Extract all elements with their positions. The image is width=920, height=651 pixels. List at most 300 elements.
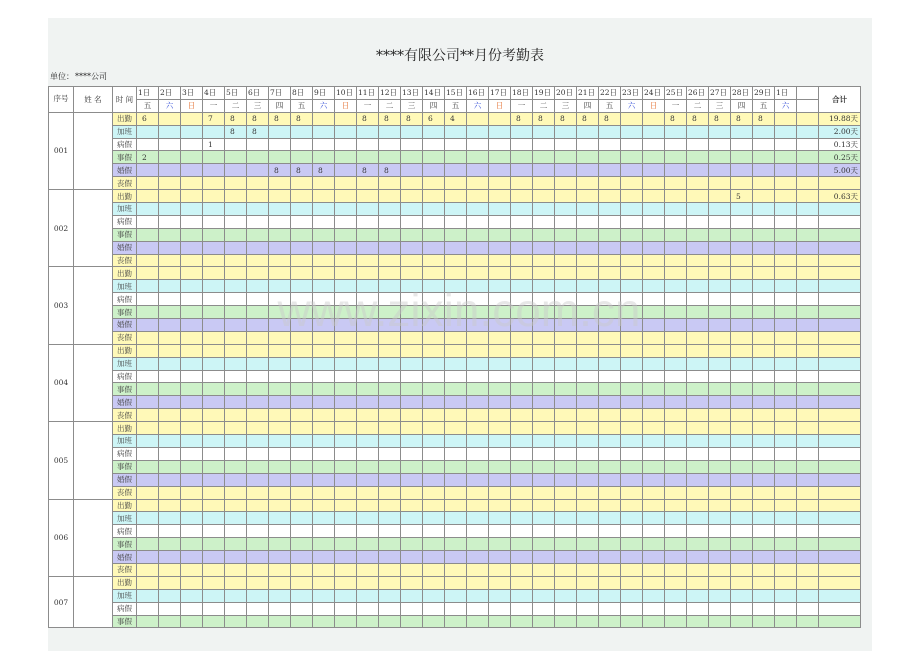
row-total bbox=[819, 460, 861, 473]
header-weekday: 一 bbox=[203, 99, 225, 112]
day-cell bbox=[225, 409, 247, 422]
day-cell bbox=[731, 525, 753, 538]
day-cell bbox=[467, 254, 489, 267]
category-label: 病假 bbox=[113, 370, 137, 383]
table-row bbox=[49, 254, 861, 267]
day-cell bbox=[445, 473, 467, 486]
day-cell bbox=[731, 409, 753, 422]
day-cell bbox=[269, 344, 291, 357]
day-cell bbox=[291, 293, 313, 306]
row-total bbox=[819, 486, 861, 499]
row-total bbox=[819, 293, 861, 306]
day-cell bbox=[313, 125, 335, 138]
header-day: 7日 bbox=[269, 87, 291, 100]
day-cell bbox=[599, 254, 621, 267]
day-cell bbox=[137, 512, 159, 525]
day-cell bbox=[489, 151, 511, 164]
header-day: 13日 bbox=[401, 87, 423, 100]
day-cell bbox=[401, 383, 423, 396]
day-cell bbox=[137, 125, 159, 138]
day-cell bbox=[467, 241, 489, 254]
day-cell bbox=[137, 306, 159, 319]
day-cell bbox=[335, 589, 357, 602]
day-cell bbox=[687, 538, 709, 551]
day-cell bbox=[775, 190, 797, 203]
day-cell bbox=[555, 447, 577, 460]
day-cell bbox=[401, 589, 423, 602]
day-cell bbox=[159, 215, 181, 228]
day-cell bbox=[357, 319, 379, 332]
day-cell bbox=[489, 331, 511, 344]
day-cell bbox=[489, 138, 511, 151]
table-row bbox=[49, 615, 861, 628]
day-cell bbox=[643, 525, 665, 538]
day-cell bbox=[643, 383, 665, 396]
day-cell bbox=[775, 228, 797, 241]
day-cell bbox=[445, 409, 467, 422]
header-day: 1日 bbox=[137, 87, 159, 100]
day-cell bbox=[511, 357, 533, 370]
header-day: 2日 bbox=[159, 87, 181, 100]
day-cell bbox=[643, 254, 665, 267]
header-seq: 序号 bbox=[49, 87, 74, 113]
day-cell bbox=[357, 293, 379, 306]
day-cell bbox=[753, 125, 775, 138]
day-cell bbox=[577, 241, 599, 254]
day-cell bbox=[577, 383, 599, 396]
header-day: 20日 bbox=[555, 87, 577, 100]
day-cell bbox=[753, 203, 775, 216]
day-cell bbox=[401, 602, 423, 615]
day-cell bbox=[247, 422, 269, 435]
day-cell bbox=[599, 563, 621, 576]
day-cell bbox=[181, 499, 203, 512]
day-cell bbox=[137, 409, 159, 422]
day-cell bbox=[599, 525, 621, 538]
day-cell bbox=[511, 486, 533, 499]
day-cell bbox=[709, 615, 731, 628]
day-cell bbox=[423, 177, 445, 190]
row-total bbox=[819, 203, 861, 216]
day-cell bbox=[467, 486, 489, 499]
header-weekday: 五 bbox=[753, 99, 775, 112]
day-cell bbox=[511, 228, 533, 241]
header-weekday: 一 bbox=[511, 99, 533, 112]
day-cell bbox=[577, 370, 599, 383]
day-cell bbox=[247, 460, 269, 473]
day-cell bbox=[511, 125, 533, 138]
day-cell bbox=[665, 241, 687, 254]
day-cell bbox=[665, 486, 687, 499]
table-row bbox=[49, 563, 861, 576]
day-cell bbox=[137, 177, 159, 190]
day-cell bbox=[467, 370, 489, 383]
day-cell bbox=[489, 589, 511, 602]
day-cell bbox=[511, 525, 533, 538]
day-cell bbox=[423, 293, 445, 306]
day-cell bbox=[511, 151, 533, 164]
day-cell bbox=[357, 435, 379, 448]
day-cell bbox=[291, 331, 313, 344]
header-weekday: 五 bbox=[137, 99, 159, 112]
day-cell bbox=[753, 383, 775, 396]
table-row bbox=[49, 190, 861, 203]
day-cell bbox=[335, 151, 357, 164]
day-cell bbox=[577, 576, 599, 589]
day-cell bbox=[555, 254, 577, 267]
day-cell bbox=[687, 460, 709, 473]
day-cell bbox=[775, 177, 797, 190]
day-cell: 2 bbox=[137, 151, 159, 164]
day-cell bbox=[621, 512, 643, 525]
day-cell bbox=[577, 228, 599, 241]
day-cell bbox=[489, 254, 511, 267]
day-cell bbox=[291, 254, 313, 267]
day-cell bbox=[225, 357, 247, 370]
day-cell bbox=[159, 512, 181, 525]
day-cell bbox=[511, 499, 533, 512]
day-cell bbox=[423, 319, 445, 332]
day-cell bbox=[423, 473, 445, 486]
day-cell bbox=[379, 460, 401, 473]
category-label: 婚假 bbox=[113, 241, 137, 254]
day-cell bbox=[313, 112, 335, 125]
day-cell bbox=[445, 344, 467, 357]
employee-id: 007 bbox=[49, 576, 74, 628]
employee-name bbox=[74, 576, 113, 628]
day-cell bbox=[291, 203, 313, 216]
day-cell bbox=[511, 396, 533, 409]
day-cell bbox=[423, 538, 445, 551]
day-cell bbox=[533, 280, 555, 293]
day-cell bbox=[357, 447, 379, 460]
day-cell bbox=[445, 177, 467, 190]
day-cell bbox=[247, 499, 269, 512]
day-cell bbox=[181, 306, 203, 319]
day-cell bbox=[665, 331, 687, 344]
day-cell bbox=[489, 422, 511, 435]
day-cell bbox=[621, 319, 643, 332]
day-cell bbox=[709, 499, 731, 512]
day-cell bbox=[269, 589, 291, 602]
day-cell bbox=[599, 190, 621, 203]
day-cell bbox=[687, 383, 709, 396]
day-cell bbox=[181, 164, 203, 177]
day-cell bbox=[181, 447, 203, 460]
sheet-title: ****有限公司**月份考勤表 bbox=[376, 48, 544, 64]
day-cell bbox=[621, 447, 643, 460]
day-cell bbox=[137, 331, 159, 344]
table-row bbox=[49, 460, 861, 473]
day-cell bbox=[797, 228, 819, 241]
day-cell bbox=[775, 602, 797, 615]
day-cell bbox=[775, 203, 797, 216]
day-cell bbox=[379, 422, 401, 435]
day-cell bbox=[335, 435, 357, 448]
day-cell bbox=[511, 215, 533, 228]
day-cell bbox=[709, 551, 731, 564]
day-cell bbox=[379, 563, 401, 576]
day-cell bbox=[731, 383, 753, 396]
day-cell bbox=[181, 615, 203, 628]
day-cell bbox=[775, 254, 797, 267]
day-cell bbox=[181, 551, 203, 564]
day-cell: 8 bbox=[225, 112, 247, 125]
day-cell bbox=[643, 447, 665, 460]
day-cell bbox=[511, 383, 533, 396]
day-cell bbox=[335, 447, 357, 460]
day-cell bbox=[643, 499, 665, 512]
day-cell bbox=[401, 409, 423, 422]
header-weekday: 五 bbox=[445, 99, 467, 112]
day-cell bbox=[687, 215, 709, 228]
table-row bbox=[49, 447, 861, 460]
day-cell bbox=[775, 125, 797, 138]
day-cell bbox=[797, 563, 819, 576]
day-cell bbox=[379, 306, 401, 319]
day-cell bbox=[511, 551, 533, 564]
day-cell bbox=[269, 357, 291, 370]
day-cell bbox=[137, 396, 159, 409]
day-cell bbox=[203, 215, 225, 228]
day-cell bbox=[445, 576, 467, 589]
day-cell bbox=[489, 486, 511, 499]
day-cell bbox=[445, 203, 467, 216]
day-cell bbox=[401, 228, 423, 241]
day-cell bbox=[291, 280, 313, 293]
day-cell bbox=[225, 306, 247, 319]
day-cell bbox=[643, 164, 665, 177]
day-cell bbox=[577, 190, 599, 203]
day-cell bbox=[533, 538, 555, 551]
day-cell bbox=[159, 576, 181, 589]
day-cell bbox=[621, 280, 643, 293]
day-cell bbox=[467, 551, 489, 564]
day-cell bbox=[687, 499, 709, 512]
day-cell bbox=[181, 151, 203, 164]
day-cell bbox=[467, 383, 489, 396]
table-row bbox=[49, 344, 861, 357]
day-cell bbox=[313, 383, 335, 396]
day-cell bbox=[709, 319, 731, 332]
day-cell bbox=[621, 460, 643, 473]
day-cell bbox=[269, 306, 291, 319]
day-cell bbox=[313, 306, 335, 319]
day-cell bbox=[555, 177, 577, 190]
day-cell bbox=[621, 357, 643, 370]
day-cell bbox=[643, 344, 665, 357]
day-cell bbox=[731, 370, 753, 383]
day-cell bbox=[159, 409, 181, 422]
day-cell bbox=[357, 125, 379, 138]
day-cell bbox=[797, 435, 819, 448]
day-cell bbox=[599, 215, 621, 228]
day-cell bbox=[577, 203, 599, 216]
category-label: 出勤 bbox=[113, 344, 137, 357]
day-cell bbox=[687, 512, 709, 525]
day-cell bbox=[533, 254, 555, 267]
day-cell bbox=[621, 112, 643, 125]
table-row bbox=[49, 319, 861, 332]
day-cell bbox=[357, 254, 379, 267]
day-cell bbox=[423, 280, 445, 293]
day-cell bbox=[225, 460, 247, 473]
category-label: 婚假 bbox=[113, 551, 137, 564]
day-cell bbox=[731, 241, 753, 254]
day-cell bbox=[511, 190, 533, 203]
header-weekday: 二 bbox=[687, 99, 709, 112]
category-label: 加班 bbox=[113, 589, 137, 602]
day-cell bbox=[709, 138, 731, 151]
day-cell bbox=[621, 589, 643, 602]
row-total bbox=[819, 319, 861, 332]
day-cell bbox=[643, 319, 665, 332]
day-cell bbox=[665, 151, 687, 164]
header-day: 11日 bbox=[357, 87, 379, 100]
day-cell bbox=[577, 563, 599, 576]
day-cell bbox=[137, 563, 159, 576]
day-cell bbox=[511, 473, 533, 486]
day-cell bbox=[401, 551, 423, 564]
day-cell bbox=[203, 306, 225, 319]
day-cell: 8 bbox=[291, 164, 313, 177]
day-cell bbox=[423, 512, 445, 525]
day-cell bbox=[753, 177, 775, 190]
day-cell bbox=[797, 112, 819, 125]
day-cell bbox=[599, 538, 621, 551]
day-cell bbox=[599, 409, 621, 422]
day-cell bbox=[621, 190, 643, 203]
table-row bbox=[49, 215, 861, 228]
day-cell bbox=[797, 396, 819, 409]
header-day: 3日 bbox=[181, 87, 203, 100]
day-cell bbox=[709, 151, 731, 164]
day-cell bbox=[159, 447, 181, 460]
day-cell bbox=[577, 306, 599, 319]
day-cell bbox=[621, 138, 643, 151]
day-cell bbox=[269, 576, 291, 589]
day-cell bbox=[423, 254, 445, 267]
day-cell bbox=[357, 331, 379, 344]
day-cell bbox=[753, 164, 775, 177]
day-cell bbox=[137, 203, 159, 216]
day-cell bbox=[137, 602, 159, 615]
day-cell bbox=[665, 293, 687, 306]
table-row bbox=[49, 151, 861, 164]
day-cell bbox=[731, 125, 753, 138]
day-cell bbox=[621, 254, 643, 267]
day-cell bbox=[313, 319, 335, 332]
day-cell bbox=[137, 589, 159, 602]
day-cell bbox=[291, 370, 313, 383]
day-cell bbox=[533, 409, 555, 422]
day-cell bbox=[181, 512, 203, 525]
day-cell bbox=[665, 396, 687, 409]
category-label: 病假 bbox=[113, 447, 137, 460]
day-cell bbox=[467, 538, 489, 551]
day-cell bbox=[533, 576, 555, 589]
day-cell bbox=[225, 435, 247, 448]
day-cell bbox=[489, 112, 511, 125]
employee-name bbox=[74, 499, 113, 576]
day-cell bbox=[599, 344, 621, 357]
day-cell bbox=[753, 319, 775, 332]
day-cell bbox=[643, 370, 665, 383]
day-cell bbox=[203, 241, 225, 254]
day-cell bbox=[577, 396, 599, 409]
day-cell bbox=[665, 576, 687, 589]
day-cell bbox=[247, 370, 269, 383]
day-cell bbox=[665, 344, 687, 357]
day-cell bbox=[335, 473, 357, 486]
day-cell bbox=[401, 138, 423, 151]
category-label: 出勤 bbox=[113, 422, 137, 435]
day-cell bbox=[159, 293, 181, 306]
day-cell bbox=[467, 125, 489, 138]
day-cell bbox=[643, 409, 665, 422]
day-cell bbox=[775, 551, 797, 564]
day-cell bbox=[577, 151, 599, 164]
day-cell bbox=[181, 293, 203, 306]
day-cell bbox=[665, 615, 687, 628]
day-cell bbox=[159, 615, 181, 628]
table-row bbox=[49, 112, 861, 125]
day-cell bbox=[709, 525, 731, 538]
day-cell bbox=[335, 551, 357, 564]
day-cell bbox=[181, 422, 203, 435]
day-cell bbox=[203, 357, 225, 370]
day-cell bbox=[137, 370, 159, 383]
row-total bbox=[819, 576, 861, 589]
day-cell bbox=[445, 460, 467, 473]
day-cell bbox=[797, 538, 819, 551]
day-cell bbox=[467, 344, 489, 357]
day-cell bbox=[225, 228, 247, 241]
header-weekday: 三 bbox=[401, 99, 423, 112]
day-cell bbox=[511, 602, 533, 615]
table-row bbox=[49, 138, 861, 151]
day-cell bbox=[709, 383, 731, 396]
day-cell bbox=[357, 409, 379, 422]
row-total: 5.00天 bbox=[819, 164, 861, 177]
day-cell bbox=[357, 357, 379, 370]
day-cell bbox=[181, 267, 203, 280]
day-cell: 8 bbox=[379, 164, 401, 177]
day-cell bbox=[247, 254, 269, 267]
day-cell bbox=[577, 215, 599, 228]
day-cell bbox=[181, 563, 203, 576]
table-row bbox=[49, 125, 861, 138]
day-cell bbox=[203, 267, 225, 280]
day-cell bbox=[181, 396, 203, 409]
day-cell bbox=[225, 138, 247, 151]
day-cell bbox=[269, 293, 291, 306]
day-cell bbox=[357, 267, 379, 280]
day-cell bbox=[313, 151, 335, 164]
day-cell bbox=[225, 486, 247, 499]
day-cell bbox=[555, 138, 577, 151]
day-cell bbox=[467, 499, 489, 512]
day-cell bbox=[665, 563, 687, 576]
day-cell bbox=[511, 293, 533, 306]
day-cell bbox=[313, 499, 335, 512]
day-cell bbox=[731, 293, 753, 306]
day-cell bbox=[533, 589, 555, 602]
day-cell bbox=[159, 460, 181, 473]
day-cell bbox=[775, 512, 797, 525]
day-cell bbox=[797, 319, 819, 332]
day-cell bbox=[533, 151, 555, 164]
